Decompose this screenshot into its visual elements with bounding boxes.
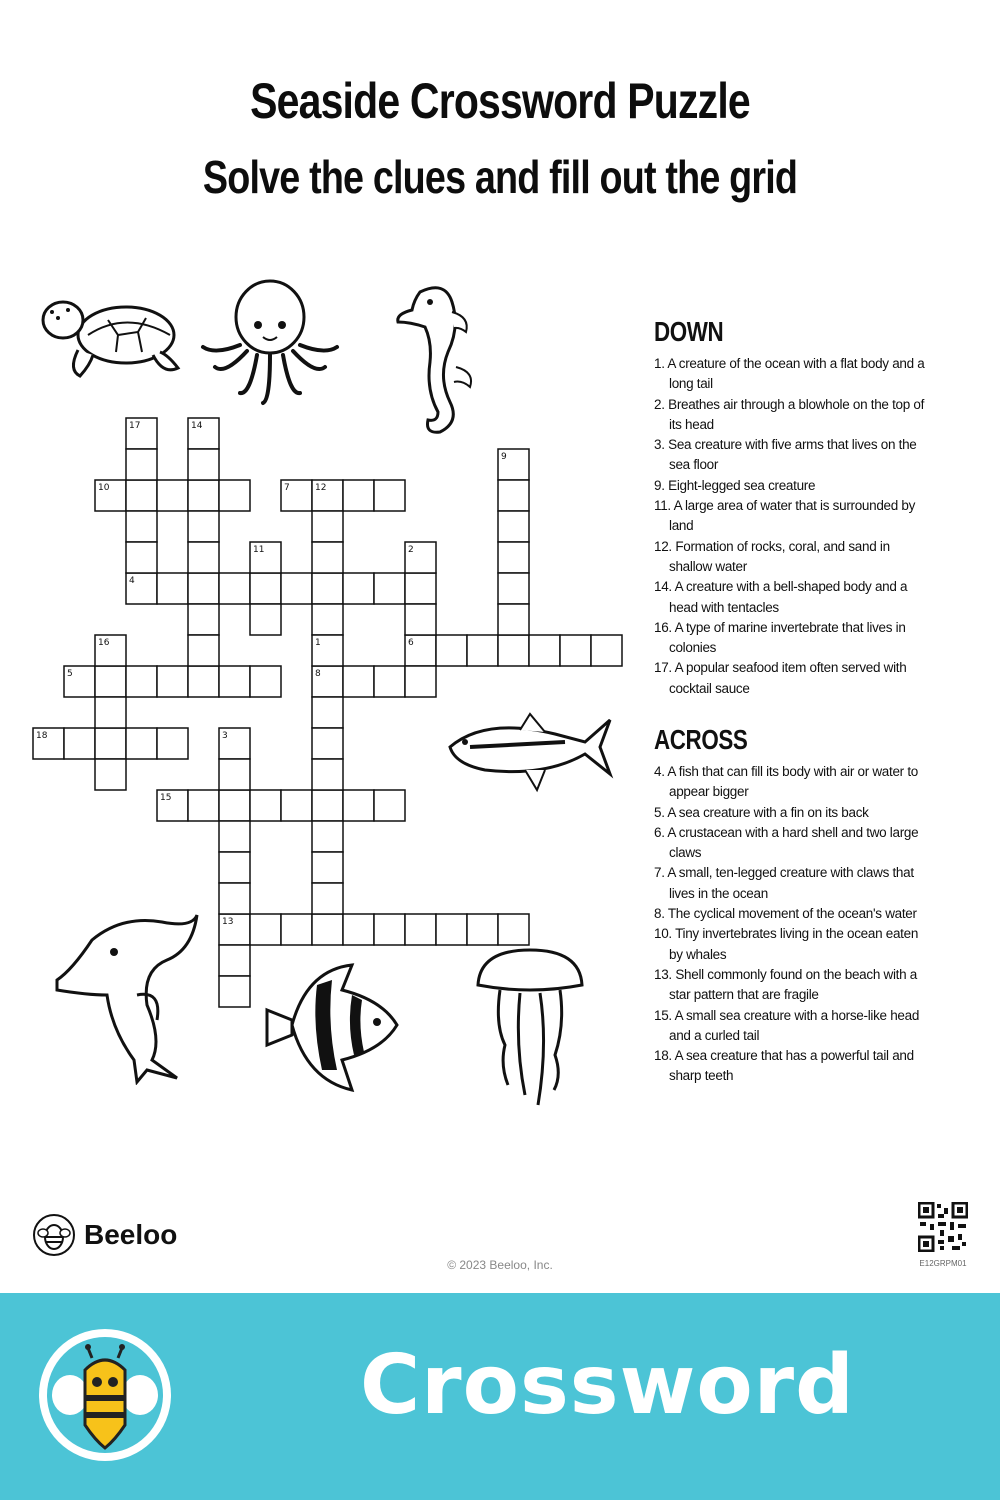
grid-cell[interactable] xyxy=(498,604,529,635)
grid-cell[interactable] xyxy=(560,635,591,666)
clue-number: 7 xyxy=(284,483,290,493)
grid-cell[interactable] xyxy=(281,790,312,821)
grid-cell[interactable] xyxy=(219,666,250,697)
clue-number: 2 xyxy=(408,545,414,555)
clue-number: 8 xyxy=(315,669,321,679)
across-clue: 18. A sea creature that has a powerful tail and sharp teeth xyxy=(654,1048,914,1084)
grid-cell[interactable] xyxy=(498,511,529,542)
across-clue: 8. The cyclical movement of the ocean's water xyxy=(654,906,917,922)
grid-cell[interactable] xyxy=(219,883,250,914)
grid-cell[interactable] xyxy=(219,759,250,790)
grid-cell[interactable] xyxy=(591,635,622,666)
grid-cell[interactable] xyxy=(343,573,374,604)
grid-cell[interactable] xyxy=(312,759,343,790)
grid-cell[interactable] xyxy=(219,790,250,821)
grid-cell[interactable] xyxy=(467,635,498,666)
grid-cell[interactable] xyxy=(157,480,188,511)
clue-number: 1 xyxy=(315,638,321,648)
grid-cell[interactable] xyxy=(436,914,467,945)
down-clues xyxy=(654,316,934,699)
grid-cell[interactable] xyxy=(405,914,436,945)
grid-cell[interactable] xyxy=(95,697,126,728)
down-clue: 16. A type of marine invertebrate that lives in colonies xyxy=(654,619,906,656)
down-clue: 2. Breathes air through a blowhole on the top of its head xyxy=(654,396,925,432)
grid-cell[interactable] xyxy=(157,573,188,604)
grid-cell[interactable] xyxy=(498,914,529,945)
grid-cell[interactable] xyxy=(498,635,529,666)
down-heading: DOWN xyxy=(654,316,724,347)
clue-number: 14 xyxy=(191,421,203,431)
down-clue: 9. Eight-legged sea creature xyxy=(654,477,816,493)
grid-cell[interactable] xyxy=(188,511,219,542)
grid-cell[interactable] xyxy=(250,604,281,635)
bee-mascot-icon xyxy=(30,1320,180,1470)
grid-cell[interactable] xyxy=(343,480,374,511)
grid-cell[interactable] xyxy=(219,573,250,604)
grid-cell[interactable] xyxy=(157,666,188,697)
qr-code-icon xyxy=(918,1202,968,1252)
grid-cell[interactable] xyxy=(436,635,467,666)
grid-cell[interactable] xyxy=(188,480,219,511)
grid-cell[interactable] xyxy=(374,480,405,511)
grid-cell[interactable] xyxy=(126,511,157,542)
grid-cell[interactable] xyxy=(250,790,281,821)
brand-name: Beeloo xyxy=(84,1219,178,1250)
clue-number: 12 xyxy=(315,483,327,493)
bottom-banner xyxy=(0,1293,1000,1500)
grid-cell[interactable] xyxy=(312,852,343,883)
down-clue: 12. Formation of rocks, coral, and sand in shallow water xyxy=(654,538,890,574)
across-heading: ACROSS xyxy=(654,724,748,755)
grid-cell[interactable] xyxy=(405,573,436,604)
grid-cell[interactable] xyxy=(157,728,188,759)
clue-number: 9 xyxy=(501,452,507,462)
grid-cell[interactable] xyxy=(188,635,219,666)
grid-cell[interactable] xyxy=(188,449,219,480)
across-clue: 6. A crustacean with a hard shell and two large claws xyxy=(654,824,919,861)
clue-number: 18 xyxy=(36,731,48,741)
grid-cell[interactable] xyxy=(188,604,219,635)
grid-cell[interactable] xyxy=(312,511,343,542)
clue-number: 4 xyxy=(129,576,135,586)
grid-cell[interactable] xyxy=(498,542,529,573)
grid-cell[interactable] xyxy=(250,573,281,604)
across-clue: 5. A sea creature with a fin on its back xyxy=(654,804,869,820)
grid-cell[interactable] xyxy=(312,790,343,821)
grid-cell[interactable] xyxy=(343,666,374,697)
clue-number: 16 xyxy=(98,638,110,648)
clue-number: 3 xyxy=(222,731,228,741)
grid-cell[interactable] xyxy=(312,728,343,759)
grid-cell[interactable] xyxy=(312,883,343,914)
clue-number: 5 xyxy=(67,669,73,679)
across-clue: 13. Shell commonly found on the beach with a star pattern that are fragile xyxy=(654,966,917,1003)
grid-cell[interactable] xyxy=(188,573,219,604)
down-clue: 1. A creature of the ocean with a flat body and a long tail xyxy=(654,356,925,392)
grid-cell[interactable] xyxy=(343,914,374,945)
grid-cell[interactable] xyxy=(219,976,250,1007)
grid-cell[interactable] xyxy=(405,666,436,697)
grid-cell[interactable] xyxy=(374,666,405,697)
across-clue: 15. A small sea creature with a horse-like head and a curled tail xyxy=(654,1007,920,1043)
clue-number: 15 xyxy=(160,793,172,803)
clue-number: 13 xyxy=(222,917,234,927)
grid-cell[interactable] xyxy=(250,914,281,945)
down-clue: 14. A creature with a bell-shaped body and a head with tentacles xyxy=(654,579,908,615)
down-clue: 3. Sea creature with five arms that lives on the sea floor xyxy=(654,437,917,473)
grid-cell[interactable] xyxy=(312,542,343,573)
grid-cell[interactable] xyxy=(219,821,250,852)
bee-icon xyxy=(32,1213,76,1257)
grid-cell[interactable] xyxy=(312,573,343,604)
grid-cell[interactable] xyxy=(281,573,312,604)
across-clue-list xyxy=(654,762,934,1087)
across-clue: 4. A fish that can fill its body with air or water to appear bigger xyxy=(654,764,918,800)
grid-cell[interactable] xyxy=(312,697,343,728)
across-clue: 10. Tiny invertebrates living in the ocean eaten by whales xyxy=(654,926,919,962)
product-code: E12GRPM01 xyxy=(919,1259,967,1268)
grid-cell[interactable] xyxy=(250,666,281,697)
grid-cell[interactable] xyxy=(343,790,374,821)
clue-number: 6 xyxy=(408,638,414,648)
clue-number: 17 xyxy=(129,421,141,431)
grid-cell[interactable] xyxy=(219,480,250,511)
banner-title: Crossword xyxy=(360,1338,855,1433)
grid-cell[interactable] xyxy=(467,914,498,945)
grid-cell[interactable] xyxy=(126,666,157,697)
grid-cell[interactable] xyxy=(188,542,219,573)
grid-cell[interactable] xyxy=(498,573,529,604)
grid-cell[interactable] xyxy=(126,480,157,511)
clue-number: 11 xyxy=(253,545,265,555)
grid-cell[interactable] xyxy=(219,945,250,976)
down-clue-list xyxy=(654,354,934,699)
brand-logo xyxy=(32,1213,177,1257)
down-clue: 11. A large area of water that is surrounded by land xyxy=(654,498,916,534)
grid-cell[interactable] xyxy=(312,604,343,635)
grid-cell[interactable] xyxy=(188,666,219,697)
page-subtitle: Solve the clues and fill out the grid xyxy=(202,151,798,203)
grid-cell[interactable] xyxy=(312,821,343,852)
grid-cell[interactable] xyxy=(405,604,436,635)
grid-cell[interactable] xyxy=(219,852,250,883)
grid-cell[interactable] xyxy=(498,480,529,511)
grid-cell[interactable] xyxy=(374,914,405,945)
grid-cell[interactable] xyxy=(281,914,312,945)
grid-cell[interactable] xyxy=(374,790,405,821)
copyright: © 2023 Beeloo, Inc. xyxy=(447,1258,553,1272)
grid-cell[interactable] xyxy=(188,790,219,821)
page-title: Seaside Crossword Puzzle xyxy=(250,73,750,129)
grid-cell[interactable] xyxy=(95,666,126,697)
grid-cell[interactable] xyxy=(529,635,560,666)
down-clue: 17. A popular seafood item often served with cocktail sauce xyxy=(654,660,907,696)
grid-cell[interactable] xyxy=(64,728,95,759)
across-clues xyxy=(654,724,934,1087)
grid-cell[interactable] xyxy=(374,573,405,604)
across-clue: 7. A small, ten-legged creature with claws that lives in the ocean xyxy=(654,865,914,901)
grid-cell[interactable] xyxy=(126,449,157,480)
grid-cell[interactable] xyxy=(95,759,126,790)
grid-cell[interactable] xyxy=(312,914,343,945)
grid-cell[interactable] xyxy=(126,542,157,573)
grid-cell[interactable] xyxy=(126,728,157,759)
clue-number: 10 xyxy=(98,483,110,493)
grid-cell[interactable] xyxy=(95,728,126,759)
